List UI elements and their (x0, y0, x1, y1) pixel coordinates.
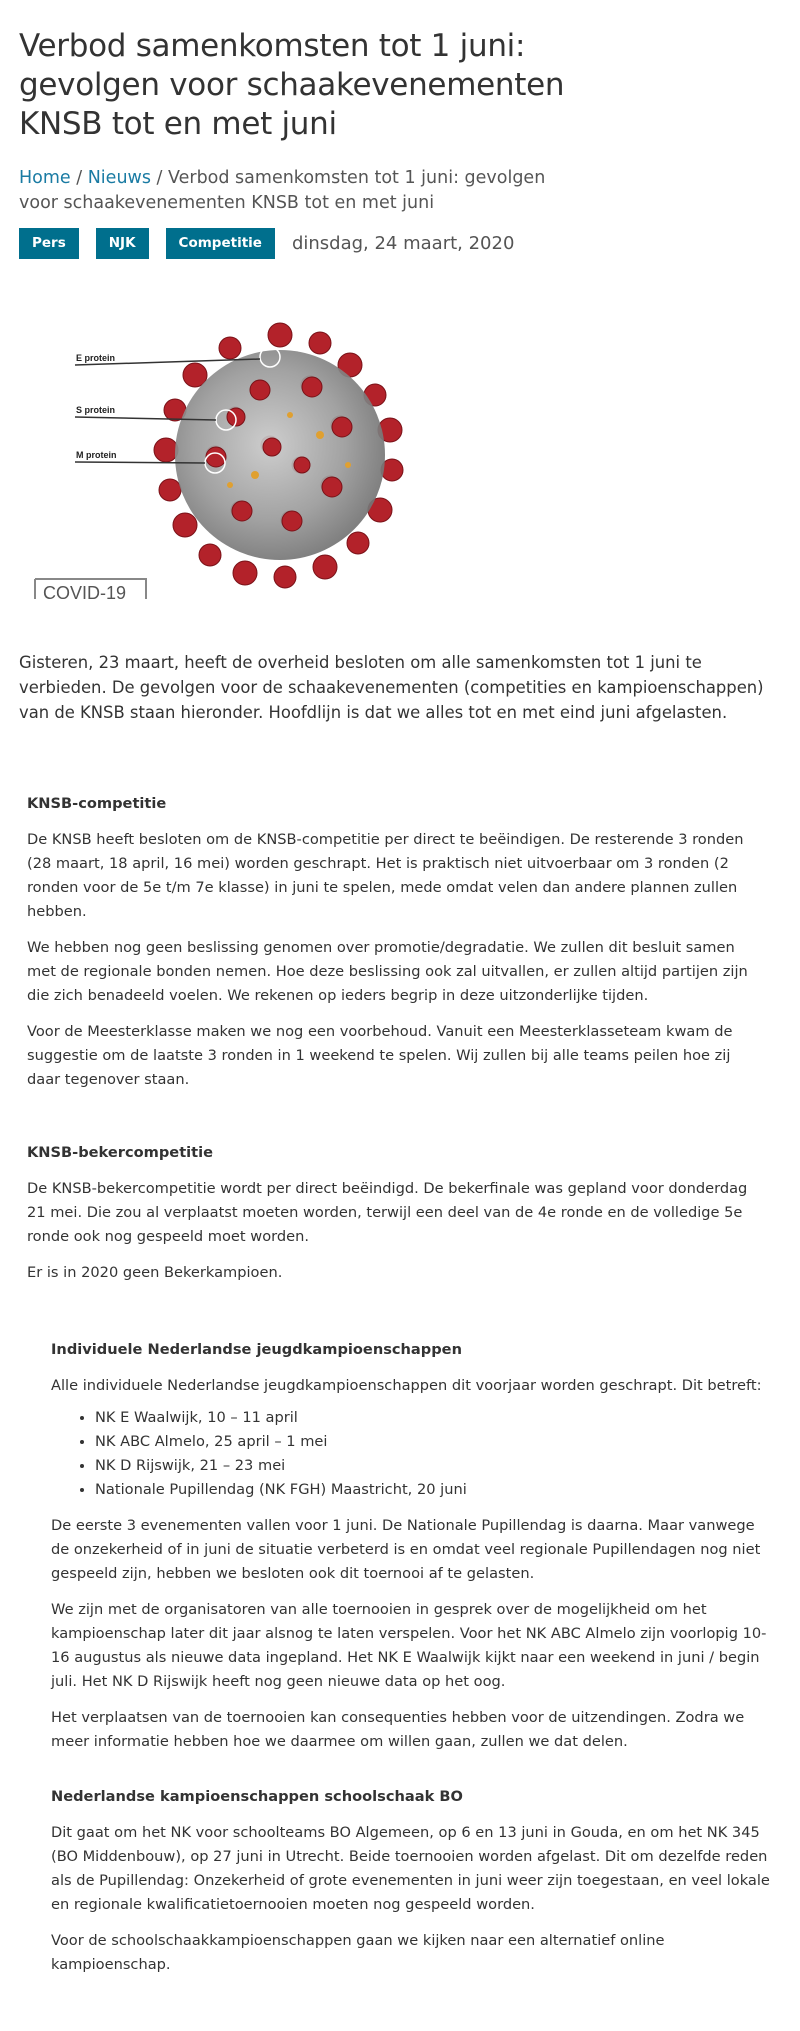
section-heading: KNSB-competitie (27, 795, 167, 812)
coronavirus-illustration (30, 315, 460, 605)
section-paragraph: Alle individuele Nederlandse jeugdkampioenschappen dit voorjaar worden geschrapt. Dit betreft: (51, 1377, 762, 1394)
list-item: • NK D Rijswijk, 21 – 23 mei (95, 1454, 771, 1478)
breadcrumb-news-link[interactable]: Nieuws (87, 168, 151, 188)
article-image (30, 315, 460, 605)
lead-paragraph: Gisteren, 23 maart, heeft de overheid besloten om alle samenkomsten tot 1 juni te verbieden. De gevolgen voor de schaakevenementen (competities en kampioenschappen) van de KNSB staan hieronder. Hoofdlijn is dat we alles tot en met eind juni afgelasten. (19, 653, 764, 722)
section-paragraph: Er is in 2020 geen Bekerkampioen. (27, 1264, 283, 1281)
breadcrumb-home-link[interactable]: Home (19, 168, 71, 188)
breadcrumb-current: Verbod samenkomsten tot 1 juni: gevolgen voor schaakevenementen KNSB tot en met juni (19, 168, 546, 213)
publish-date: dinsdag, 24 maart, 2020 (291, 233, 515, 254)
section-knsb-bekercompetitie (27, 1141, 767, 1285)
tag-njk[interactable]: NJK (96, 228, 149, 259)
section-paragraph: De KNSB heeft besloten om de KNSB-competitie per direct te beëindigen. De resterende 3 ronden (28 maart, 18 april, 16 mei) worden geschrapt. Het is praktisch niet uitvoerbaar om 3 ronden (2 ronden voor de 5e t/m 7e klasse) in juni te spelen, mede omdat velen dan andere plannen zullen hebben. (27, 831, 744, 920)
list-item: • Nationale Pupillendag (NK FGH) Maastricht, 20 juni (95, 1478, 771, 1502)
m-protein-line (75, 462, 205, 463)
section-paragraph: De KNSB-bekercompetitie wordt per direct beëindigd. De bekerfinale was gepland voor donderdag 21 mei. Die zou al verplaatst moeten worden, terwijl een deel van de 4e ronde en de volledige 5e ronde ook nog gespeeld moet worden. (27, 1180, 748, 1245)
breadcrumb-separator: / (150, 168, 168, 188)
m-protein-label: M protein (76, 450, 117, 460)
tag-list (19, 228, 514, 259)
section-paragraph: Dit gaat om het NK voor schoolteams BO Algemeen, op 6 en 13 juni in Gouda, en om het NK 345 (BO Middenbouw), op 27 juni in Utrecht. Beide toernooien worden afgelast. Dit om dezelfde reden als de Pupillendag: Onzekerheid of grote evenementen in juni weer zijn toegestaan, en veel lokale en regionale kwalificatietoernooien moeten nog gespeeld worden. (51, 1824, 770, 1913)
list-item: • NK ABC Almelo, 25 april – 1 mei (95, 1430, 771, 1454)
section-paragraph: Het verplaatsen van de toernooien kan consequenties hebben voor de uitzendingen. Zodra we meer informatie hebben hoe we daarmee om willen gaan, zullen we dat delen. (51, 1709, 745, 1750)
section-schoolschaak (51, 1785, 771, 1977)
list-item: • NK E Waalwijk, 10 – 11 april (95, 1406, 771, 1430)
section-heading: Individuele Nederlandse jeugdkampioenschappen (51, 1341, 462, 1358)
breadcrumb (19, 166, 579, 216)
section-paragraph: Voor de schoolschaakkampioenschappen gaan we kijken naar een alternatief online kampioenschap. (51, 1932, 665, 1973)
section-heading: Nederlandse kampioenschappen schoolschaak BO (51, 1788, 463, 1805)
breadcrumb-separator: / (70, 168, 88, 188)
event-list (51, 1406, 771, 1502)
covid-caption: COVID-19 (43, 583, 127, 603)
tag-pers[interactable]: Pers (19, 228, 79, 259)
section-paragraph: De eerste 3 evenementen vallen voor 1 juni. De Nationale Pupillendag is daarna. Maar vanwege de onzekerheid of in juni de situatie verbeterd is en omdat veel regionale Pupillendagen nog niet gespeeld zijn, hebben we besloten ook dit toernooi af te gelasten. (51, 1517, 761, 1582)
section-heading: KNSB-bekercompetitie (27, 1144, 214, 1161)
page-title: Verbod samenkomsten tot 1 juni: gevolgen voor schaakevenementen KNSB tot en met juni (19, 28, 565, 142)
section-knsb-competitie (27, 792, 767, 1092)
tag-competitie[interactable]: Competitie (166, 228, 275, 259)
s-protein-label: S protein (76, 405, 116, 415)
section-paragraph: Voor de Meesterklasse maken we nog een voorbehoud. Vanuit een Meesterklasseteam kwam de suggestie om de laatste 3 ronden in 1 weekend te spelen. Wij zullen bij alle teams peilen hoe zij daar tegenover staan. (27, 1023, 733, 1088)
section-paragraph: We zijn met de organisatoren van alle toernooien in gesprek over de mogelijkheid om het kampioenschap later dit jaar alsnog te laten verspelen. Voor het NK ABC Almelo zijn voorlopig 10-16 augustus als nieuwe data ingepland. Het NK E Waalwijk kijkt naar een weekend in juni / begin juli. Het NK D Rijswijk heeft nog geen nieuwe data op het oog. (51, 1601, 767, 1690)
e-protein-label: E protein (76, 353, 116, 363)
section-paragraph: We hebben nog geen beslissing genomen over promotie/degradatie. We zullen dit besluit samen met de regionale bonden nemen. Hoe deze beslissing ook zal uitvallen, er zullen altijd partijen zijn die zich benadeeld voelen. We rekenen op ieders begrip in deze uitzonderlijke tijden. (27, 939, 748, 1004)
section-jeugdkampioenschappen (51, 1338, 771, 1754)
